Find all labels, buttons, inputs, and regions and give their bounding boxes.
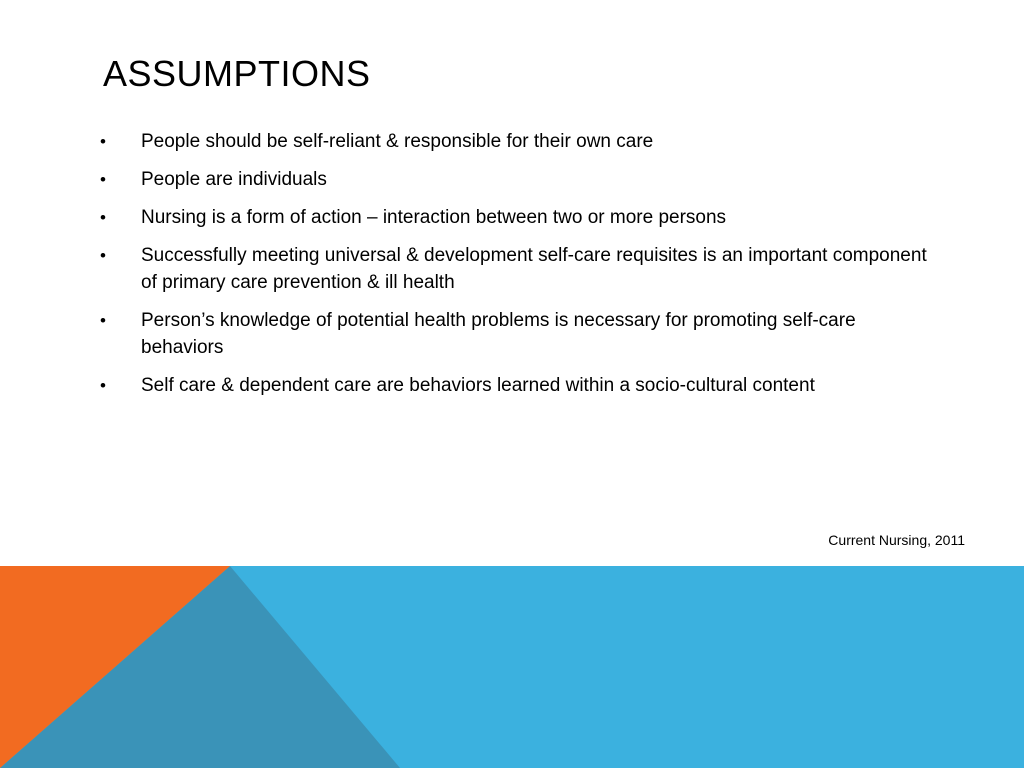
bullet-item bbox=[100, 307, 930, 361]
bullet-glyph: • bbox=[100, 170, 106, 189]
bullet-text: Self care & dependent care are behaviors learned within a socio-cultural content bbox=[141, 375, 815, 396]
bullet-text: People should be self-reliant & responsible for their own care bbox=[141, 131, 654, 152]
bullet-item bbox=[100, 372, 930, 399]
bullet-glyph: • bbox=[100, 376, 106, 395]
bullet-text: People are individuals bbox=[141, 169, 327, 190]
bullet-glyph: • bbox=[100, 246, 106, 265]
bullet-item bbox=[100, 128, 930, 155]
citation: Current Nursing, 2011 bbox=[828, 532, 965, 548]
bullet-item bbox=[100, 242, 930, 296]
bullet-text: Nursing is a form of action – interaction between two or more persons bbox=[141, 207, 727, 228]
bullet-text: Successfully meeting universal & development self-care requisites is an important component of primary care prevention & ill health bbox=[141, 245, 927, 293]
bullet-glyph: • bbox=[100, 132, 106, 151]
bullet-list bbox=[100, 128, 930, 410]
bullet-glyph: • bbox=[100, 208, 106, 227]
slide-title: ASSUMPTIONS bbox=[103, 53, 371, 94]
bullet-glyph: • bbox=[100, 311, 106, 330]
decorative-footer-band bbox=[0, 566, 1024, 768]
bullet-item bbox=[100, 204, 930, 231]
bullet-item bbox=[100, 166, 930, 193]
bullet-text: Person’s knowledge of potential health problems is necessary for promoting self-care behaviors bbox=[141, 310, 856, 358]
